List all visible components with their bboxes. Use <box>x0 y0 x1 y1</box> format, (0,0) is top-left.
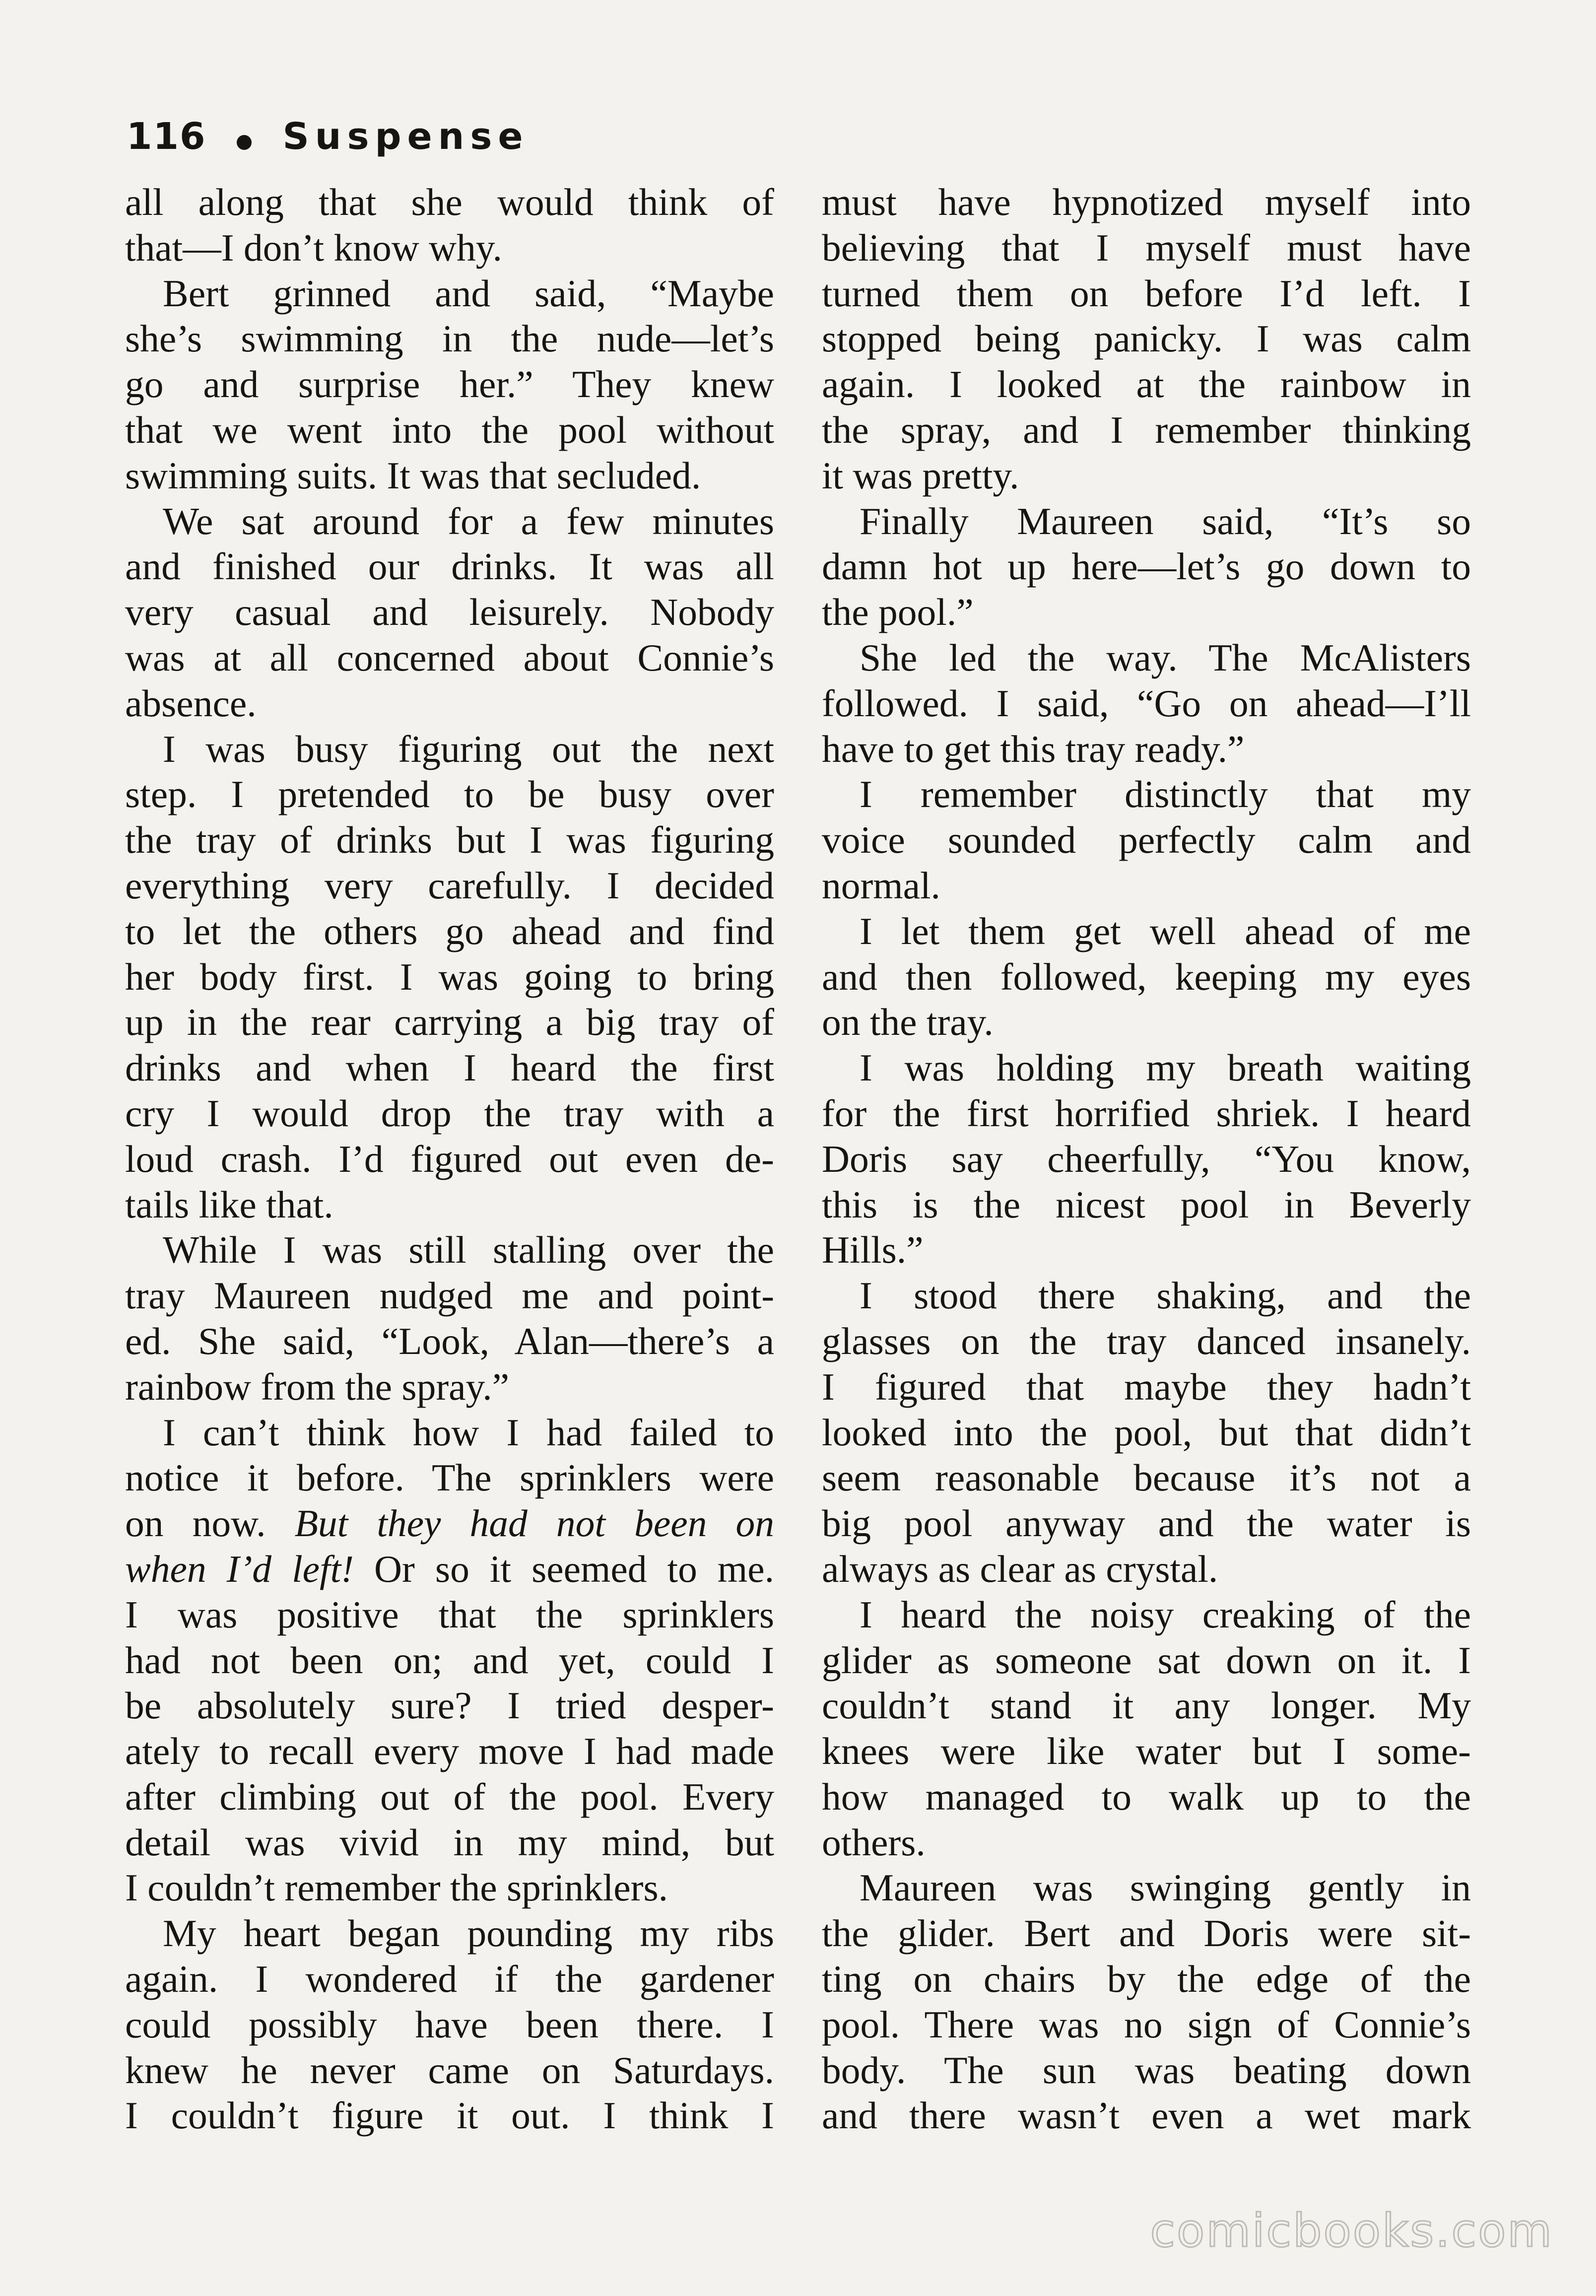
text-line <box>125 2048 774 2093</box>
text-line <box>822 1865 1471 1911</box>
text-run: damn hot up here—let’s go down to <box>822 545 1471 588</box>
text-line <box>822 1547 1471 1592</box>
text-run: others. <box>822 1821 926 1864</box>
text-line <box>822 681 1471 727</box>
text-run: I couldn’t remember the sprinklers. <box>125 1866 668 1909</box>
text-run: I heard the noisy creaking of the <box>860 1593 1471 1636</box>
text-line <box>125 316 774 362</box>
text-run: cry I would drop the tray with a <box>125 1091 774 1135</box>
text-run: glasses on the tray danced insanely. <box>822 1319 1471 1362</box>
text-run: to let the others go ahead and find <box>125 909 774 952</box>
text-line <box>822 1774 1471 1820</box>
text-line <box>822 817 1471 863</box>
text-run: stopped being panicky. I was calm <box>822 317 1471 360</box>
text-line <box>125 362 774 407</box>
text-line <box>822 407 1471 453</box>
text-run: the glider. Bert and Doris were sit- <box>822 1912 1471 1955</box>
text-line <box>822 1638 1471 1684</box>
text-run: go and surprise her.” They knew <box>125 363 774 406</box>
text-line <box>822 316 1471 362</box>
text-line <box>822 1683 1471 1729</box>
text-run: seem reasonable because it’s not a <box>822 1456 1471 1499</box>
text-line <box>822 1319 1471 1364</box>
text-line <box>125 909 774 954</box>
text-run: Hills.” <box>822 1228 924 1272</box>
text-run: up in the rear carrying a big tray of <box>125 1001 774 1044</box>
text-run: I was holding my breath waiting <box>860 1046 1471 1089</box>
text-line <box>125 453 774 499</box>
text-line <box>822 1091 1471 1137</box>
text-run: I let them get well ahead of me <box>860 909 1471 952</box>
text-run: the spray, and I remember thinking <box>822 408 1471 451</box>
text-run: the pool.” <box>822 591 974 634</box>
bullet-icon <box>237 135 252 150</box>
text-run: ately to recall every move I had made <box>125 1730 774 1773</box>
text-run: ed. She said, “Look, Alan—there’s a <box>125 1319 774 1362</box>
text-line <box>822 1227 1471 1273</box>
text-run: always as clear as crystal. <box>822 1547 1218 1590</box>
watermark: comicbooks.com <box>1150 2204 1553 2257</box>
text-run: again. I wondered if the gardener <box>125 1958 774 2001</box>
text-run: tails like that. <box>125 1183 333 1226</box>
text-line <box>125 1911 774 1957</box>
text-run: for the first horrified shriek. I heard <box>822 1091 1471 1135</box>
text-run: I stood there shaking, and the <box>860 1274 1471 1317</box>
text-line <box>822 1592 1471 1638</box>
italic-run: when I’d left! <box>125 1547 354 1590</box>
text-line <box>822 1182 1471 1228</box>
text-line <box>822 727 1471 772</box>
text-run: on now. <box>125 1502 295 1545</box>
text-run: drinks and when I heard the first <box>125 1046 774 1089</box>
text-run: how managed to walk up to the <box>822 1775 1471 1818</box>
text-line <box>822 772 1471 817</box>
text-run: after climbing out of the pool. Every <box>125 1775 774 1818</box>
text-line <box>125 863 774 909</box>
text-line <box>125 407 774 453</box>
text-run: her body first. I was going to bring <box>125 955 774 998</box>
text-run: this is the nicest pool in Beverly <box>822 1183 1471 1226</box>
text-line <box>822 909 1471 954</box>
text-run: loud crash. I’d figured out even de- <box>125 1137 774 1180</box>
text-run: Maureen was swinging gently in <box>860 1866 1471 1909</box>
text-run: I figured that maybe they hadn’t <box>822 1365 1471 1408</box>
text-run: glider as someone sat down on it. I <box>822 1638 1471 1682</box>
text-line <box>125 180 774 225</box>
text-line <box>125 1364 774 1410</box>
text-line <box>822 863 1471 909</box>
text-run: I was positive that the sprinklers <box>125 1593 774 1636</box>
text-line <box>822 499 1471 544</box>
text-run: couldn’t stand it any longer. My <box>822 1684 1471 1727</box>
text-run: believing that I myself must have <box>822 226 1471 269</box>
text-line <box>125 1592 774 1638</box>
text-run: looked into the pool, but that didn’t <box>822 1411 1471 1454</box>
text-line <box>822 635 1471 681</box>
text-line <box>822 1137 1471 1182</box>
text-run: turned them on before I’d left. I <box>822 271 1471 315</box>
text-run: notice it before. The sprinklers were <box>125 1456 774 1499</box>
text-run: again. I looked at the rainbow in <box>822 363 1471 406</box>
text-line <box>125 1000 774 1045</box>
text-line <box>125 635 774 681</box>
text-line <box>125 681 774 727</box>
text-run: on the tray. <box>822 1001 994 1044</box>
text-line <box>125 1045 774 1091</box>
text-line <box>125 225 774 271</box>
text-run: and finished our drinks. It was all <box>125 545 774 588</box>
text-run: swimming suits. It was that secluded. <box>125 454 701 497</box>
text-line <box>125 1273 774 1319</box>
text-run: could possibly have been there. I <box>125 2003 774 2046</box>
text-line <box>822 1045 1471 1091</box>
text-run: body. The sun was beating down <box>822 2048 1471 2092</box>
text-run: be absolutely sure? I tried desper- <box>125 1684 774 1727</box>
text-run: I can’t think how I had failed to <box>163 1411 774 1454</box>
text-run: have to get this tray ready.” <box>822 727 1245 770</box>
text-line <box>125 2002 774 2048</box>
right-text-column <box>822 180 1471 2139</box>
text-run: tray Maureen nudged me and point- <box>125 1274 774 1317</box>
text-run: was at all concerned about Connie’s <box>125 636 774 679</box>
text-run: knew he never came on Saturdays. <box>125 2048 774 2092</box>
text-line <box>125 1319 774 1364</box>
text-run: While I was still stalling over the <box>163 1228 774 1272</box>
text-line <box>822 590 1471 635</box>
text-line <box>125 1227 774 1273</box>
text-line <box>822 1364 1471 1410</box>
text-line <box>125 817 774 863</box>
text-line <box>822 2002 1471 2048</box>
text-line <box>125 1865 774 1911</box>
text-run: I was busy figuring out the next <box>163 727 774 770</box>
text-line <box>125 1547 774 1592</box>
text-line <box>125 590 774 635</box>
text-run: that—I don’t know why. <box>125 226 502 269</box>
text-line <box>125 1957 774 2002</box>
text-line <box>125 1729 774 1774</box>
text-line <box>822 1273 1471 1319</box>
text-line <box>125 1638 774 1684</box>
section-title: Suspense <box>282 115 529 158</box>
text-run: and there wasn’t even a wet mark <box>822 2094 1471 2137</box>
italic-run: But they had not been on <box>294 1502 774 1545</box>
text-line <box>822 1820 1471 1866</box>
text-run: Or so it seemed to me. <box>353 1547 774 1590</box>
text-run: normal. <box>822 864 940 907</box>
text-run: all along that she would think of <box>125 181 774 223</box>
text-run: rainbow from the spray.” <box>125 1365 510 1408</box>
text-run: She led the way. The McAlisters <box>860 636 1471 679</box>
text-run: that we went into the pool without <box>125 408 774 451</box>
text-line <box>822 954 1471 1000</box>
text-line <box>822 1911 1471 1957</box>
text-run: voice sounded perfectly calm and <box>822 818 1471 862</box>
text-line <box>822 2093 1471 2139</box>
text-line <box>125 1501 774 1547</box>
text-run: the tray of drinks but I was figuring <box>125 818 774 862</box>
page-number: 116 <box>127 115 206 158</box>
text-line <box>125 2093 774 2139</box>
text-line <box>125 1091 774 1137</box>
text-line <box>822 1501 1471 1547</box>
page-header <box>127 114 529 159</box>
text-run: Bert grinned and said, “Maybe <box>163 271 774 315</box>
text-run: she’s swimming in the nude—let’s <box>125 317 774 360</box>
text-line <box>125 1410 774 1456</box>
text-line <box>822 225 1471 271</box>
text-line <box>822 1455 1471 1501</box>
text-run: I couldn’t figure it out. I think I <box>125 2094 774 2137</box>
text-line <box>822 362 1471 407</box>
text-line <box>822 1729 1471 1774</box>
text-line <box>822 1410 1471 1456</box>
left-text-column <box>125 180 774 2139</box>
text-run: absence. <box>125 681 257 725</box>
text-line <box>125 1820 774 1866</box>
text-line <box>822 271 1471 317</box>
text-line <box>125 1455 774 1501</box>
text-line <box>125 1683 774 1729</box>
text-line <box>822 1000 1471 1045</box>
text-run: My heart began pounding my ribs <box>163 1912 774 1955</box>
text-run: knees were like water but I some- <box>822 1730 1471 1773</box>
text-line <box>822 453 1471 499</box>
text-run: We sat around for a few minutes <box>163 499 774 542</box>
text-line <box>125 499 774 544</box>
text-run: big pool anyway and the water is <box>822 1502 1471 1545</box>
text-line <box>822 2048 1471 2093</box>
text-line <box>125 1137 774 1182</box>
text-line <box>125 727 774 772</box>
text-run: I remember distinctly that my <box>860 773 1471 816</box>
text-line <box>125 954 774 1000</box>
text-run: Doris say cheerfully, “You know, <box>822 1137 1471 1180</box>
text-line <box>125 1182 774 1228</box>
text-run: step. I pretended to be busy over <box>125 773 774 816</box>
text-run: ting on chairs by the edge of the <box>822 1958 1471 2001</box>
text-run: followed. I said, “Go on ahead—I’ll <box>822 681 1471 725</box>
text-line <box>125 1774 774 1820</box>
text-line <box>125 544 774 590</box>
text-run: had not been on; and yet, could I <box>125 1638 774 1682</box>
text-run: everything very carefully. I decided <box>125 864 774 907</box>
text-line <box>125 271 774 317</box>
text-run: pool. There was no sign of Connie’s <box>822 2003 1471 2046</box>
text-run: must have hypnotized myself into <box>822 181 1471 223</box>
text-line <box>125 772 774 817</box>
text-line <box>822 180 1471 225</box>
text-line <box>822 544 1471 590</box>
text-run: Finally Maureen said, “It’s so <box>860 499 1471 542</box>
text-run: and then followed, keeping my eyes <box>822 955 1471 998</box>
text-run: it was pretty. <box>822 454 1019 497</box>
text-run: very casual and leisurely. Nobody <box>125 591 774 634</box>
text-line <box>822 1957 1471 2002</box>
text-run: detail was vivid in my mind, but <box>125 1821 774 1864</box>
